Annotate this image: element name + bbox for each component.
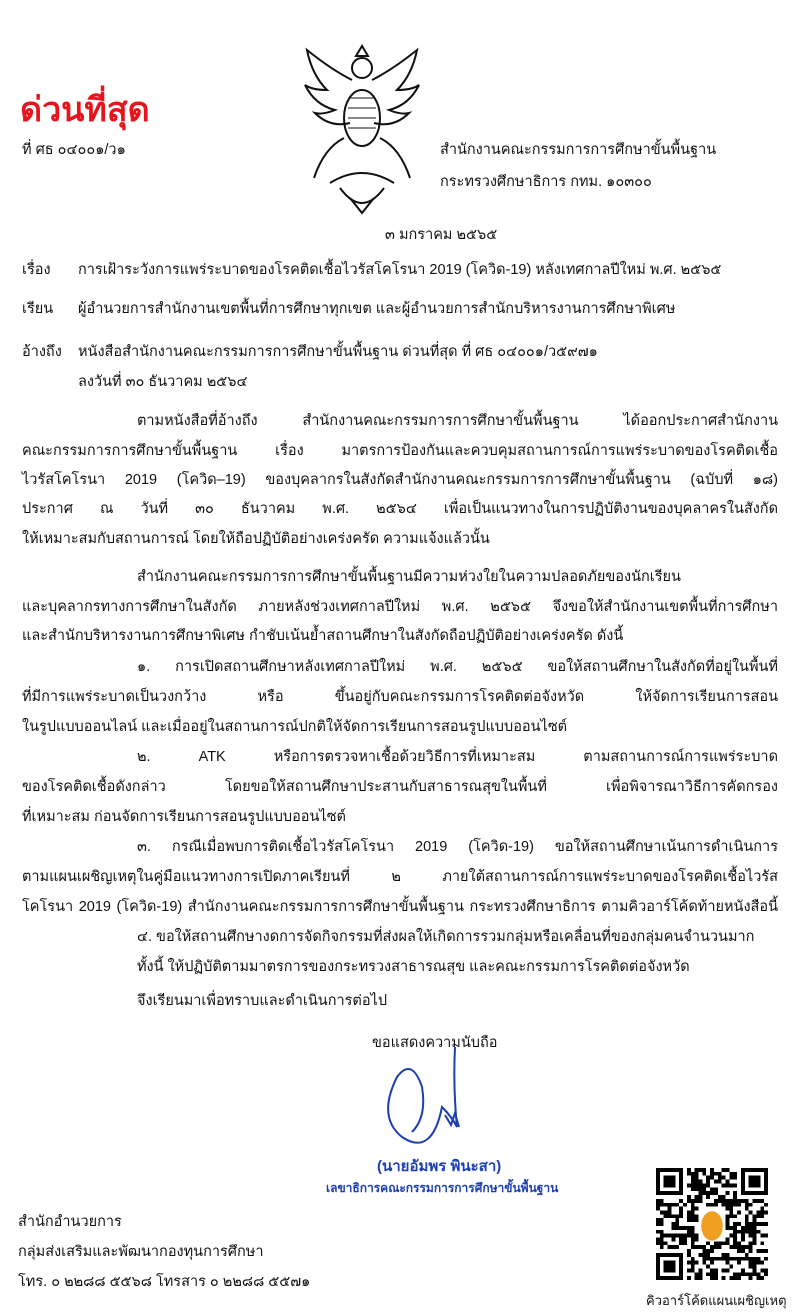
body-text-line: ของโรคติดเชื้อดังกล่าว โดยขอให้สถานศึกษาประสานกับสาธารณสุขในพื้นที่ เพื่อพิจารณาวิธีการคัดกรอง [22, 779, 778, 795]
signer-name: (นายอัมพร พินะสา) [377, 1158, 502, 1175]
body-text-line: โคโรนา 2019 (โควิด-19) สำนักงานคณะกรรมการการศึกษาขั้นพื้นฐาน กระทรวงศึกษาธิการ ตามคิวอาร์โค้ดท้ายหนังสือนี้ [22, 899, 778, 915]
body-text-line: ไวรัสโคโรนา 2019 (โควิด–19) ของบุคลากรในสังกัดสำนักงานคณะกรรมการการศึกษาขั้นพื้นฐาน (ฉบับที่ ๑๘) [22, 472, 778, 488]
subject-label: เรื่อง [22, 262, 51, 278]
body-text-line: ตามหนังสือที่อ้างถึง สำนักงานคณะกรรมการการศึกษาขั้นพื้นฐาน ได้ออกประกาศสำนักงาน [137, 413, 778, 429]
urgency-heading: ด่วนที่สุด [20, 91, 150, 129]
signer-title: เลขาธิการคณะกรรมการการศึกษาขั้นพื้นฐาน [326, 1181, 559, 1195]
footer-contact: โทร. ๐ ๒๒๘๘ ๕๕๖๘ โทรสาร ๐ ๒๒๘๘ ๕๕๗๑ [18, 1274, 311, 1290]
body-text-line: ในรูปแบบออนไลน์ และเมื่ออยู่ในสถานการณ์ปกติให้จัดการเรียนการสอนรูปแบบออนไซต์ [22, 719, 568, 735]
qr-caption: คิวอาร์โค้ดแผนเผชิญเหตุ [646, 1293, 787, 1308]
reference-text: หนังสือสำนักงานคณะกรรมการการศึกษาขั้นพื้นฐาน ด่วนที่สุด ที่ ศธ ๐๔๐๐๑/ว๕๙๗๑ [78, 344, 598, 360]
garuda-emblem-icon [300, 38, 425, 218]
body-text-line: ๔. ขอให้สถานศึกษางดการจัดกิจกรรมที่ส่งผลให้เกิดการรวมกลุ่มหรือเคลื่อนที่ของกลุ่มคนจำนวนมาก [137, 929, 755, 945]
recipient-text: ผู้อำนวยการสำนักงานเขตพื้นที่การศึกษาทุกเขต และผู้อำนวยการสำนักบริหารงานการศึกษาพิเศษ [78, 301, 676, 317]
body-text-line: และบุคลากรทางการศึกษาในสังกัด ภายหลังช่วงเทศกาลปีใหม่ พ.ศ. ๒๕๖๕ จึงขอให้สำนักงานเขตพื้นที่การศึกษา [22, 599, 778, 615]
reference-label: อ้างถึง [22, 344, 62, 360]
subject-text: การเฝ้าระวังการแพร่ระบาดของโรคติดเชื้อไวรัสโคโรนา 2019 (โควิด-19) หลังเทศกาลปีใหม่ พ.ศ. ๒๕๖๕ [78, 262, 722, 278]
office-address: กระทรวงศึกษาธิการ กทม. ๑๐๓๐๐ [440, 174, 652, 190]
footer-department: สำนักอำนวยการ [18, 1214, 122, 1230]
body-text-line: ให้เหมาะสมกับสถานการณ์ โดยให้ถือปฏิบัติอย่างเคร่งครัด ความแจ้งแล้วนั้น [22, 531, 490, 547]
body-text-line: ทั้งนี้ ให้ปฏิบัติตามมาตรการของกระทรวงสาธารณสุข และคณะกรรมการโรคติดต่อจังหวัด [137, 959, 690, 975]
body-text-line: ที่เหมาะสม ก่อนจัดการเรียนการสอนรูปแบบออนไซต์ [22, 809, 346, 825]
reference-date: ลงวันที่ ๓๐ ธันวาคม ๒๕๖๔ [78, 374, 248, 390]
signature-icon [385, 1045, 475, 1155]
body-text-line: สำนักงานคณะกรรมการการศึกษาขั้นพื้นฐานมีความห่วงใยในความปลอดภัยของนักเรียน [137, 569, 681, 585]
closing-salutation: ขอแสดงความนับถือ [372, 1035, 498, 1051]
body-text-line: ตามแผนเผชิญเหตุในคู่มือแนวทางการเปิดภาคเรียนที่ ๒ ภายใต้สถานการณ์การแพร่ระบาดของโรคติดเชื้อไวรัส [22, 869, 778, 885]
body-text-line: คณะกรรมการการศึกษาขั้นพื้นฐาน เรื่อง มาตรการป้องกันและควบคุมสถานการณ์การแพร่ระบาดของโรคติดเชื้อ [22, 443, 778, 459]
recipient-label: เรียน [22, 301, 54, 317]
document-date: ๓ มกราคม ๒๕๖๕ [385, 227, 498, 243]
body-text-line: ๓. กรณีเมื่อพบการติดเชื้อไวรัสโคโรนา 2019 (โควิด-19) ขอให้สถานศึกษาเน้นการดำเนินการ [137, 839, 778, 855]
body-text-line: ที่มีการแพร่ระบาดเป็นวงกว้าง หรือ ขึ้นอยู่กับคณะกรรมการโรคติดต่อจังหวัด ให้จัดการเรียนการสอน [22, 689, 778, 705]
body-text-line: และสำนักบริหารงานการศึกษาพิเศษ กำชับเน้นย้ำสถานศึกษาในสังกัดถือปฏิบัติอย่างเคร่งครัด ดังนี้ [22, 628, 624, 644]
obec-logo-icon [701, 1211, 723, 1240]
body-text-line: ๒. ATK หรือการตรวจหาเชื้อด้วยวิธีการที่เหมาะสม ตามสถานการณ์การแพร่ระบาด [137, 749, 778, 765]
office-name: สำนักงานคณะกรรมการการศึกษาขั้นพื้นฐาน [440, 142, 717, 158]
reference-number: ที่ ศธ ๐๔๐๐๑/ว๑ [22, 142, 126, 158]
footer-group: กลุ่มส่งเสริมและพัฒนากองทุนการศึกษา [18, 1244, 264, 1260]
qr-code-icon[interactable] [656, 1168, 768, 1280]
body-text-line: จึงเรียนมาเพื่อทราบและดำเนินการต่อไป [137, 993, 388, 1009]
body-text-line: ๑. การเปิดสถานศึกษาหลังเทศกาลปีใหม่ พ.ศ. ๒๕๖๕ ขอให้สถานศึกษาในสังกัดที่อยู่ในพื้นที่ [137, 659, 778, 675]
body-text-line: ประกาศ ณ วันที่ ๓๐ ธันวาคม พ.ศ. ๒๕๖๔ เพื่อเป็นแนวทางในการปฏิบัติงานของบุคลาครในสังกัด [22, 501, 778, 517]
